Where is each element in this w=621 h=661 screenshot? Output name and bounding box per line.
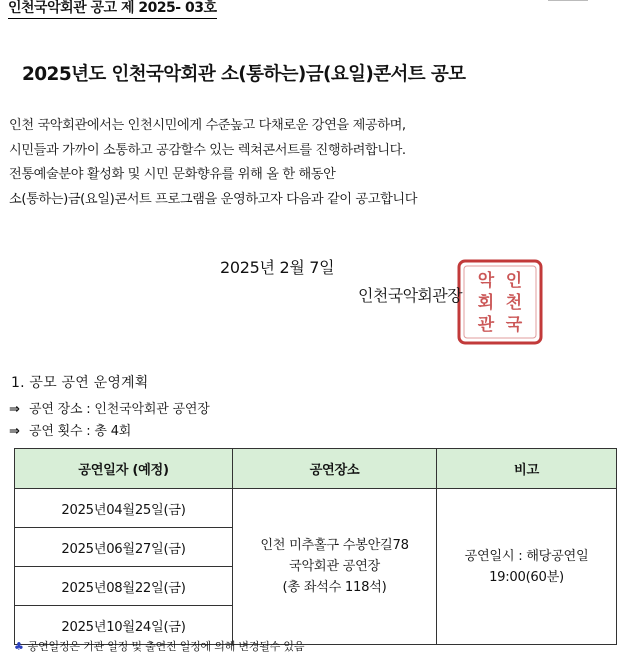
body-line: 시민들과 가까이 소통하고 공감할수 있는 렉쳐콘서트를 진행하려합니다. bbox=[9, 142, 406, 158]
svg-text:악: 악 bbox=[477, 271, 495, 291]
body-line: 소(통하는)금(요일)콘서트 프로그램을 운영하고자 다음과 같이 공고합니다 bbox=[9, 191, 418, 207]
plan-item-text: 공연 장소 : 인천국악회관 공연장 bbox=[29, 402, 210, 417]
table-row bbox=[15, 489, 617, 528]
table-header-row bbox=[15, 449, 617, 489]
plan-item-text: 공연 횟수 : 총 4회 bbox=[29, 424, 132, 439]
svg-text:인: 인 bbox=[505, 271, 523, 291]
plan-item-count bbox=[9, 420, 131, 439]
page-corner-line bbox=[548, 0, 588, 3]
body-line: 전통예술분야 활성화 및 시민 문화향유를 위해 올 한 해동안 bbox=[9, 167, 336, 182]
svg-text:천: 천 bbox=[505, 293, 523, 313]
plan-item-venue bbox=[9, 398, 210, 417]
performance-date: 2025년04월25일(금) bbox=[15, 489, 233, 528]
announcement-body bbox=[9, 114, 609, 212]
performance-date: 2025년06월27일(금) bbox=[15, 528, 233, 567]
official-seal bbox=[456, 258, 544, 346]
svg-text:회: 회 bbox=[477, 293, 495, 313]
performance-date: 2025년10월24일(금) bbox=[15, 606, 233, 645]
column-header: 비고 bbox=[437, 449, 617, 489]
plan-heading: 1. 공모 공연 운영계획 bbox=[11, 375, 149, 391]
document-title: 2025년도 인천국악회관 소(통하는)금(요일)콘서트 공모 bbox=[22, 64, 466, 85]
arrow-icon: ⇒ bbox=[9, 424, 20, 439]
notice-number: 인천국악회관 공고 제 2025- 03호 bbox=[8, 0, 217, 19]
remarks-cell bbox=[437, 489, 617, 645]
venue-cell bbox=[233, 489, 437, 645]
venue-line: 인천 미추홀구 수봉안길78 bbox=[260, 538, 409, 553]
column-header: 공연장소 bbox=[233, 449, 437, 489]
svg-text:관: 관 bbox=[477, 315, 495, 335]
announcement-date: 2025년 2월 7일 bbox=[220, 258, 335, 277]
arrow-icon: ⇒ bbox=[9, 402, 20, 417]
venue-line: (총 좌석수 118석) bbox=[282, 580, 387, 595]
remarks-line: 19:00(60분) bbox=[489, 569, 564, 585]
body-line: 인천 국악회관에서는 인천시민에게 수준높고 다채로운 강연을 제공하며, bbox=[9, 118, 406, 133]
column-header: 공연일자 (예정) bbox=[15, 449, 233, 489]
issuer-name: 인천국악회관장 bbox=[358, 286, 462, 305]
schedule-table bbox=[14, 448, 617, 645]
svg-text:국: 국 bbox=[505, 315, 523, 335]
performance-date: 2025년08월22일(금) bbox=[15, 567, 233, 606]
footnote-text: 공연일정은 기관 일정 및 출연진 일정에 의해 변경될수 있음 bbox=[27, 640, 305, 653]
club-icon: ♣ bbox=[14, 640, 24, 653]
remarks-line: 공연일시 : 해당공연일 bbox=[464, 548, 589, 564]
venue-line: 국악회관 공연장 bbox=[289, 559, 380, 574]
footnote bbox=[14, 638, 304, 654]
